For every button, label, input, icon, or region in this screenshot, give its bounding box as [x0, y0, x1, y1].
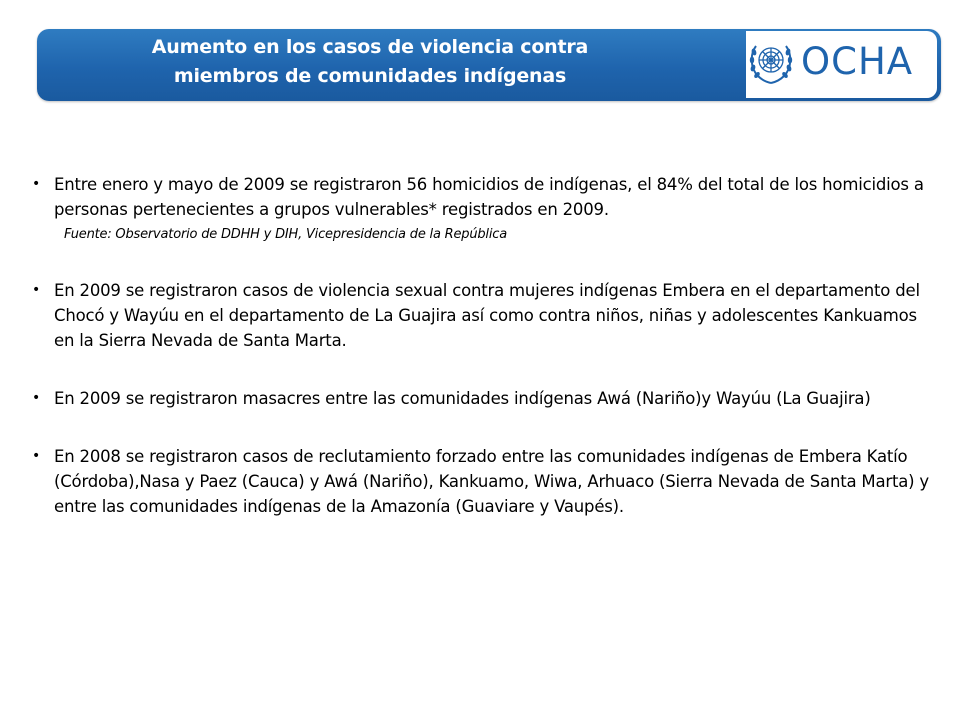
bullet-item-1: [30, 172, 930, 222]
slide-title: [80, 33, 660, 91]
bullet-text: En 2009 se registraron masacres entre las comunidades indígenas Awá (Nariño)y Wayúu (La Guajira): [54, 389, 871, 408]
bullet-marker: •: [32, 390, 41, 406]
logo-text: OCHA: [801, 40, 914, 83]
bullet-marker: •: [32, 282, 41, 298]
bullet-item-4: [30, 444, 930, 519]
bullet-list: [30, 172, 930, 519]
bullet-text: En 2009 se registraron casos de violencia sexual contra mujeres indígenas Embera en el departamento del Chocó y Wayúu en el departamento de La Guajira así como contra niños, niñas y adolescentes Kankuamos en la Sierra Nevada de Santa Marta.: [54, 281, 920, 350]
slide-title-line-2: miembros de comunidades indígenas: [173, 65, 567, 87]
slide-title-line-1: Aumento en los casos de violencia contra: [151, 36, 589, 58]
un-emblem-icon: [748, 36, 794, 88]
bullet-text: En 2008 se registraron casos de reclutamiento forzado entre las comunidades indígenas de Embera Katío (Córdoba),Nasa y Paez (Cauca) y Awá (Nariño), Kankuamo, Wiwa, Arhuaco (Sierra Nevada de Santa Marta) y entre las comunidades indígenas de la Amazonía (Guaviare y Vaupés).: [54, 447, 929, 516]
bullet-marker: •: [32, 448, 41, 464]
source-note: Fuente: Observatorio de DDHH y DIH, Vicepresidencia de la República: [64, 227, 507, 242]
bullet-text: Entre enero y mayo de 2009 se registraron 56 homicidios de indígenas, el 84% del total de los homicidios a personas pertenecientes a grupos vulnerables* registrados en 2009.: [54, 175, 924, 219]
bullet-marker: •: [32, 176, 41, 192]
bullet-item-3: [30, 386, 930, 411]
bullet-item-2: [30, 278, 930, 353]
